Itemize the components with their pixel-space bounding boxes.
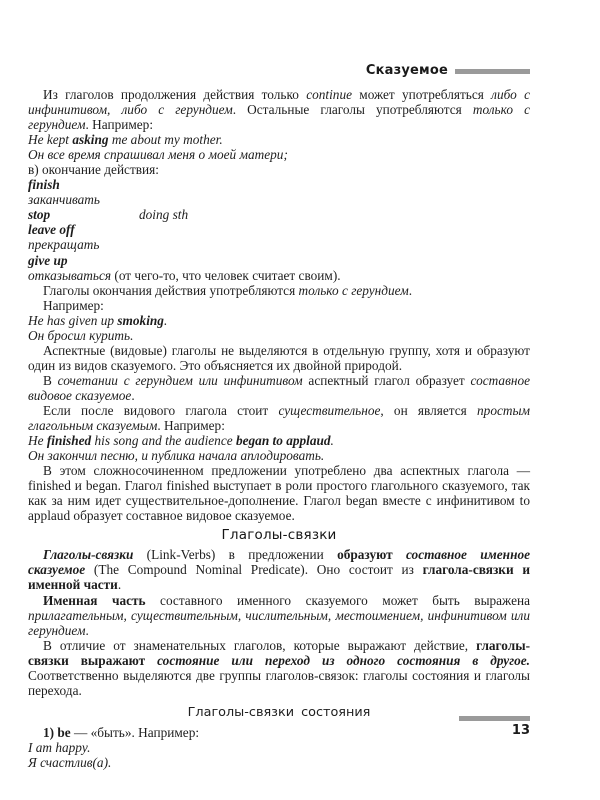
text-run: Он все время спрашивал меня о моей матери;: [28, 147, 288, 163]
vocabulary-line: [28, 237, 530, 252]
paragraph: [28, 638, 530, 698]
text-run: прилагательным, существительным, числительным, местоимением, инфинитивом или герундием: [28, 607, 530, 638]
example-line: [28, 162, 530, 177]
text-run: Глаголы-связки: [43, 547, 134, 563]
text-run: простым глагольным сказуемым: [28, 402, 530, 434]
text-run: отказываться: [28, 267, 112, 283]
text-run: сочетании с герундием или инфинитивом: [57, 372, 303, 388]
example-line: [28, 132, 530, 147]
vocabulary-line: [28, 253, 530, 268]
text-run: составное видовое сказуемое: [28, 372, 530, 403]
text-run: .: [117, 577, 122, 593]
text-run: либо с инфинитивом, либо с герундием: [28, 87, 530, 118]
section-heading: [28, 528, 530, 543]
text-run: только с герундием: [298, 282, 409, 298]
text-run: . Остальные глаголы употребляются: [232, 102, 473, 118]
text-run: asking: [72, 132, 109, 148]
example-line: [28, 433, 530, 448]
page-body-text: [28, 87, 530, 770]
text-run: Он закончил песню, и публика начала аплодировать.: [28, 448, 325, 464]
text-run: He kept: [28, 132, 73, 148]
text-run: может употребляться: [352, 87, 492, 102]
running-header: [0, 63, 530, 78]
vocabulary-line: [28, 177, 530, 192]
text-run: В: [43, 372, 58, 388]
text-run: Я счастлив(а).: [28, 754, 112, 770]
example-line: [28, 328, 530, 343]
page-number: 13: [511, 722, 530, 738]
text-run: finished: [46, 433, 92, 449]
text-run: Аспектные (видовые) глаголы не выделяются в отдельную группу, хотя и образуют один из видов сказуемого. Это объясняется их двойной природой.: [28, 342, 530, 373]
example-line: [28, 147, 530, 162]
paragraph: [28, 343, 530, 373]
text-run: me about my mother.: [108, 132, 223, 148]
text-run: Он бросил курить.: [28, 327, 134, 343]
text-run: Например:: [43, 297, 104, 313]
vocabulary-line: [28, 207, 530, 222]
text-run: give up: [28, 252, 68, 268]
paragraph: [28, 547, 530, 592]
text-run: He has given up: [28, 312, 118, 328]
example-line: [28, 313, 530, 328]
text-run: Если после видового глагола стоит: [43, 402, 279, 418]
example-line: [28, 448, 530, 463]
text-run: В отличие от знаменательных глаголов, которые выражают действие,: [43, 637, 477, 653]
text-run: .: [408, 282, 413, 298]
paragraph: [28, 593, 530, 638]
text-run: . Например:: [157, 418, 225, 434]
text-run: I am happy.: [28, 739, 91, 755]
text-run: Из глаголов продолжения действия только: [43, 87, 307, 102]
paragraph: [28, 403, 530, 433]
paragraph: [28, 298, 530, 313]
paragraph: [28, 373, 530, 403]
text-run: Глаголы-связки состояния: [187, 704, 371, 720]
text-run: .: [330, 433, 334, 449]
header-rule-bar: [455, 69, 530, 74]
vocabulary-line: [28, 268, 530, 283]
text-run: Глаголы-связки: [221, 527, 337, 544]
text-run: прекращать: [28, 237, 100, 253]
text-run: .: [131, 387, 135, 403]
page-footer: [459, 716, 530, 738]
example-line: [28, 740, 530, 755]
text-run: doing sth: [139, 207, 189, 223]
text-run: аспектный глагол образует: [302, 372, 471, 388]
paragraph: [28, 722, 530, 740]
text-run: составное именное сказуемое: [28, 547, 530, 578]
vocabulary-line: [28, 222, 530, 237]
text-run: smoking: [117, 312, 164, 328]
text-run: (The Compound Nominal Predicate). Оно состоит из: [85, 562, 423, 578]
text-run: Соответственно выделяются две группы глаголов-связок: глаголы состояния и глаголы перехода.: [28, 667, 530, 698]
text-run: his song and the audience: [91, 433, 236, 449]
text-run: , он является: [380, 402, 478, 418]
paragraph: [28, 87, 530, 132]
text-run: continue: [306, 87, 352, 102]
paragraph: [28, 463, 530, 523]
footer-rule-bar: [459, 716, 530, 721]
text-run: заканчивать: [28, 192, 100, 208]
text-run: Глаголы окончания действия употребляются: [43, 282, 299, 298]
text-run: began to applaud: [235, 433, 331, 449]
text-run: В этом сложносочиненном предложении употреблено два аспектных глагола — finished и began. Глагол finished выступает в роли простого глагольного сказуемого, так как за ним идет существительное-дополнение. Глагол began вместе с инфинитивом to applaud образует составное видовое сказуемое.: [28, 463, 530, 524]
text-run: в) окончание действия:: [28, 162, 159, 178]
example-line: [28, 755, 530, 770]
text-run: Именная часть: [43, 592, 146, 608]
text-run: образуют: [337, 547, 406, 563]
text-run: .: [85, 622, 89, 638]
text-run: 1) be: [43, 724, 71, 740]
text-run: только с герундием: [28, 102, 530, 133]
paragraph: [28, 283, 530, 298]
text-run: — «быть». Например:: [70, 724, 200, 740]
vocabulary-line: [28, 192, 530, 207]
running-header-title: Сказуемое: [365, 63, 448, 78]
text-run: . Например:: [85, 117, 154, 133]
text-run: (Link-Verbs) в предложении: [133, 547, 338, 563]
text-run: finish: [28, 177, 60, 193]
text-run: (от чего-то, что человек считает своим).: [111, 267, 341, 283]
subsection-heading: [28, 705, 530, 720]
text-run: leave off: [28, 222, 75, 238]
text-run: .: [163, 312, 168, 328]
text-run: stop: [28, 207, 51, 223]
text-run: состояние или переход из одного состояния в другое.: [157, 652, 530, 668]
text-run: глагола-связки и именной части: [28, 562, 530, 593]
text-run: He: [28, 433, 47, 449]
text-run: глаголы-связки выражают: [28, 637, 530, 668]
text-run: существительное: [278, 402, 381, 418]
text-run: составного именного сказуемого может быть выражена: [145, 592, 530, 608]
